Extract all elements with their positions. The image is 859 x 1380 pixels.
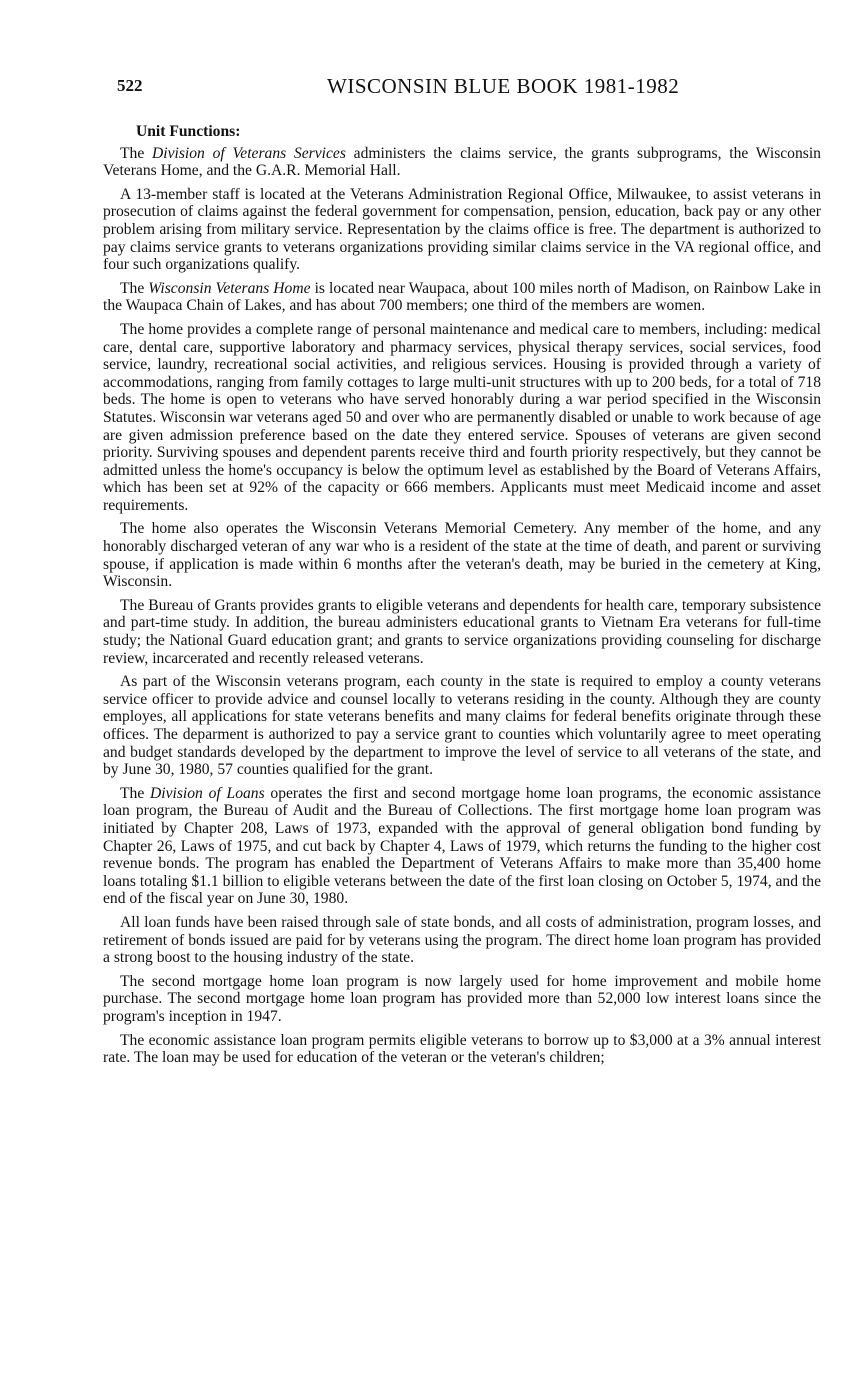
paragraph-home-services: The home provides a complete range of personal maintenance and medical care to members, including: medical care, dental care, supportive laboratory and pharmacy services, physical therapy services, social services, food service, laundry, recreational social activities, and religious services. Housing is provided through a variety of accommodations, ranging from family cottages to large multi-unit structures with up to 200 beds, for a total of 718 beds. The home is open to veterans who have served honorably during a war period specified in the Wisconsin Statutes. Wisconsin war veterans aged 50 and over who are permanently disabled or unable to work because of age are given admission preference based on the date they entered service. Spouses of veterans are given second priority. Surviving spouses and dependent parents receive third and fourth priority respectively, but they cannot be admitted unless the home's occupancy is below the optimum level as established by the Board of Veterans Affairs, which has been set at 92% of the capacity or 666 members. Applicants must meet Medicaid income and asset requirements. (103, 320, 821, 514)
page-header (117, 74, 819, 104)
paragraph-loan-funds: All loan funds have been raised through sale of state bonds, and all costs of administration, program losses, and retirement of bonds issued are paid for by veterans using the program. The direct home loan program has provided a strong boost to the housing industry of the state. (103, 913, 821, 967)
running-title: WISCONSIN BLUE BOOK 1981-1982 (327, 74, 680, 98)
paragraph-cemetery: The home also operates the Wisconsin Veterans Memorial Cemetery. Any member of the home, and any honorably discharged veteran of any war who is a resident of the state at the time of death, and parent or surviving spouse, if application is made within 6 months after the veteran's death, may be buried in the cemetery at King, Wisconsin. (103, 520, 821, 591)
paragraph-bureau-of-grants: The Bureau of Grants provides grants to eligible veterans and dependents for health care, temporary subsistence and part-time study. In addition, the bureau administers educational grants to Vietnam Era veterans for full-time study; the National Guard education grant; and grants to service organizations providing counseling for discharge review, incarcerated and recently released veterans. (103, 596, 821, 667)
paragraph-division-of-loans: The Division of Loans operates the first and second mortgage home loan programs, the economic assistance loan program, the Bureau of Audit and the Bureau of Collections. The first mortgage home loan program was initiated by Chapter 208, Laws of 1973, expanded with the approval of general obligation bond funding by Chapter 26, Laws of 1975, and cut back by Chapter 4, Laws of 1979, which returns the funding to the higher cost revenue bonds. The program has enabled the Department of Veterans Affairs to make more than 35,400 home loans totaling $1.1 billion to eligible veterans between the date of the first loan closing on October 5, 1974, and the end of the fiscal year on June 30, 1980. (103, 784, 821, 908)
paragraph-division-veterans-services: The Division of Veterans Services administers the claims service, the grants subprograms, the Wisconsin Veterans Home, and the G.A.R. Memorial Hall. (103, 144, 821, 180)
section-heading: Unit Functions: (136, 123, 241, 140)
paragraph-county-service-officers: As part of the Wisconsin veterans program, each county in the state is required to employ a county veterans service officer to provide advice and counsel locally to veterans residing in the county. Although they are county employes, all applications for state veterans benefits and many claims for federal benefits originate through these offices. The deparment is authorized to pay a service grant to counties which voluntarily agree to meet operating and budget standards developed by the department to improve the level of service to all veterans of the state, and by June 30, 1980, 57 counties qualified for the grant. (103, 673, 821, 779)
paragraph-claims-staff: A 13-member staff is located at the Veterans Administration Regional Office, Milwaukee, to assist veterans in prosecution of claims against the federal government for compensation, pension, education, back pay or any other problem arising from military service. Representation by the claims office is free. The department is authorized to pay claims service grants to veterans organizations providing similar claims service in the VA regional office, and four such organizations qualify. (103, 185, 821, 274)
italic-term: Division of Loans (150, 784, 265, 802)
paragraph-second-mortgage: The second mortgage home loan program is now largely used for home improvement and mobile home purchase. The second mortgage home loan program has provided more than 52,000 low interest loans since the program's inception in 1947. (103, 972, 821, 1025)
paragraph-veterans-home: The Wisconsin Veterans Home is located near Waupaca, about 100 miles north of Madison, on Rainbow Lake in the Waupaca Chain of Lakes, and has about 700 members; one third of the members are women. (103, 279, 821, 315)
italic-term: Division of Veterans Services (152, 144, 346, 162)
italic-term: Wisconsin Veterans Home (148, 279, 311, 297)
page-number: 522 (117, 76, 143, 95)
paragraph-economic-assistance: The economic assistance loan program permits eligible veterans to borrow up to $3,000 at a 3% annual interest rate. The loan may be used for education of the veteran or the veteran's children; (103, 1031, 821, 1067)
body-text (103, 123, 821, 1073)
